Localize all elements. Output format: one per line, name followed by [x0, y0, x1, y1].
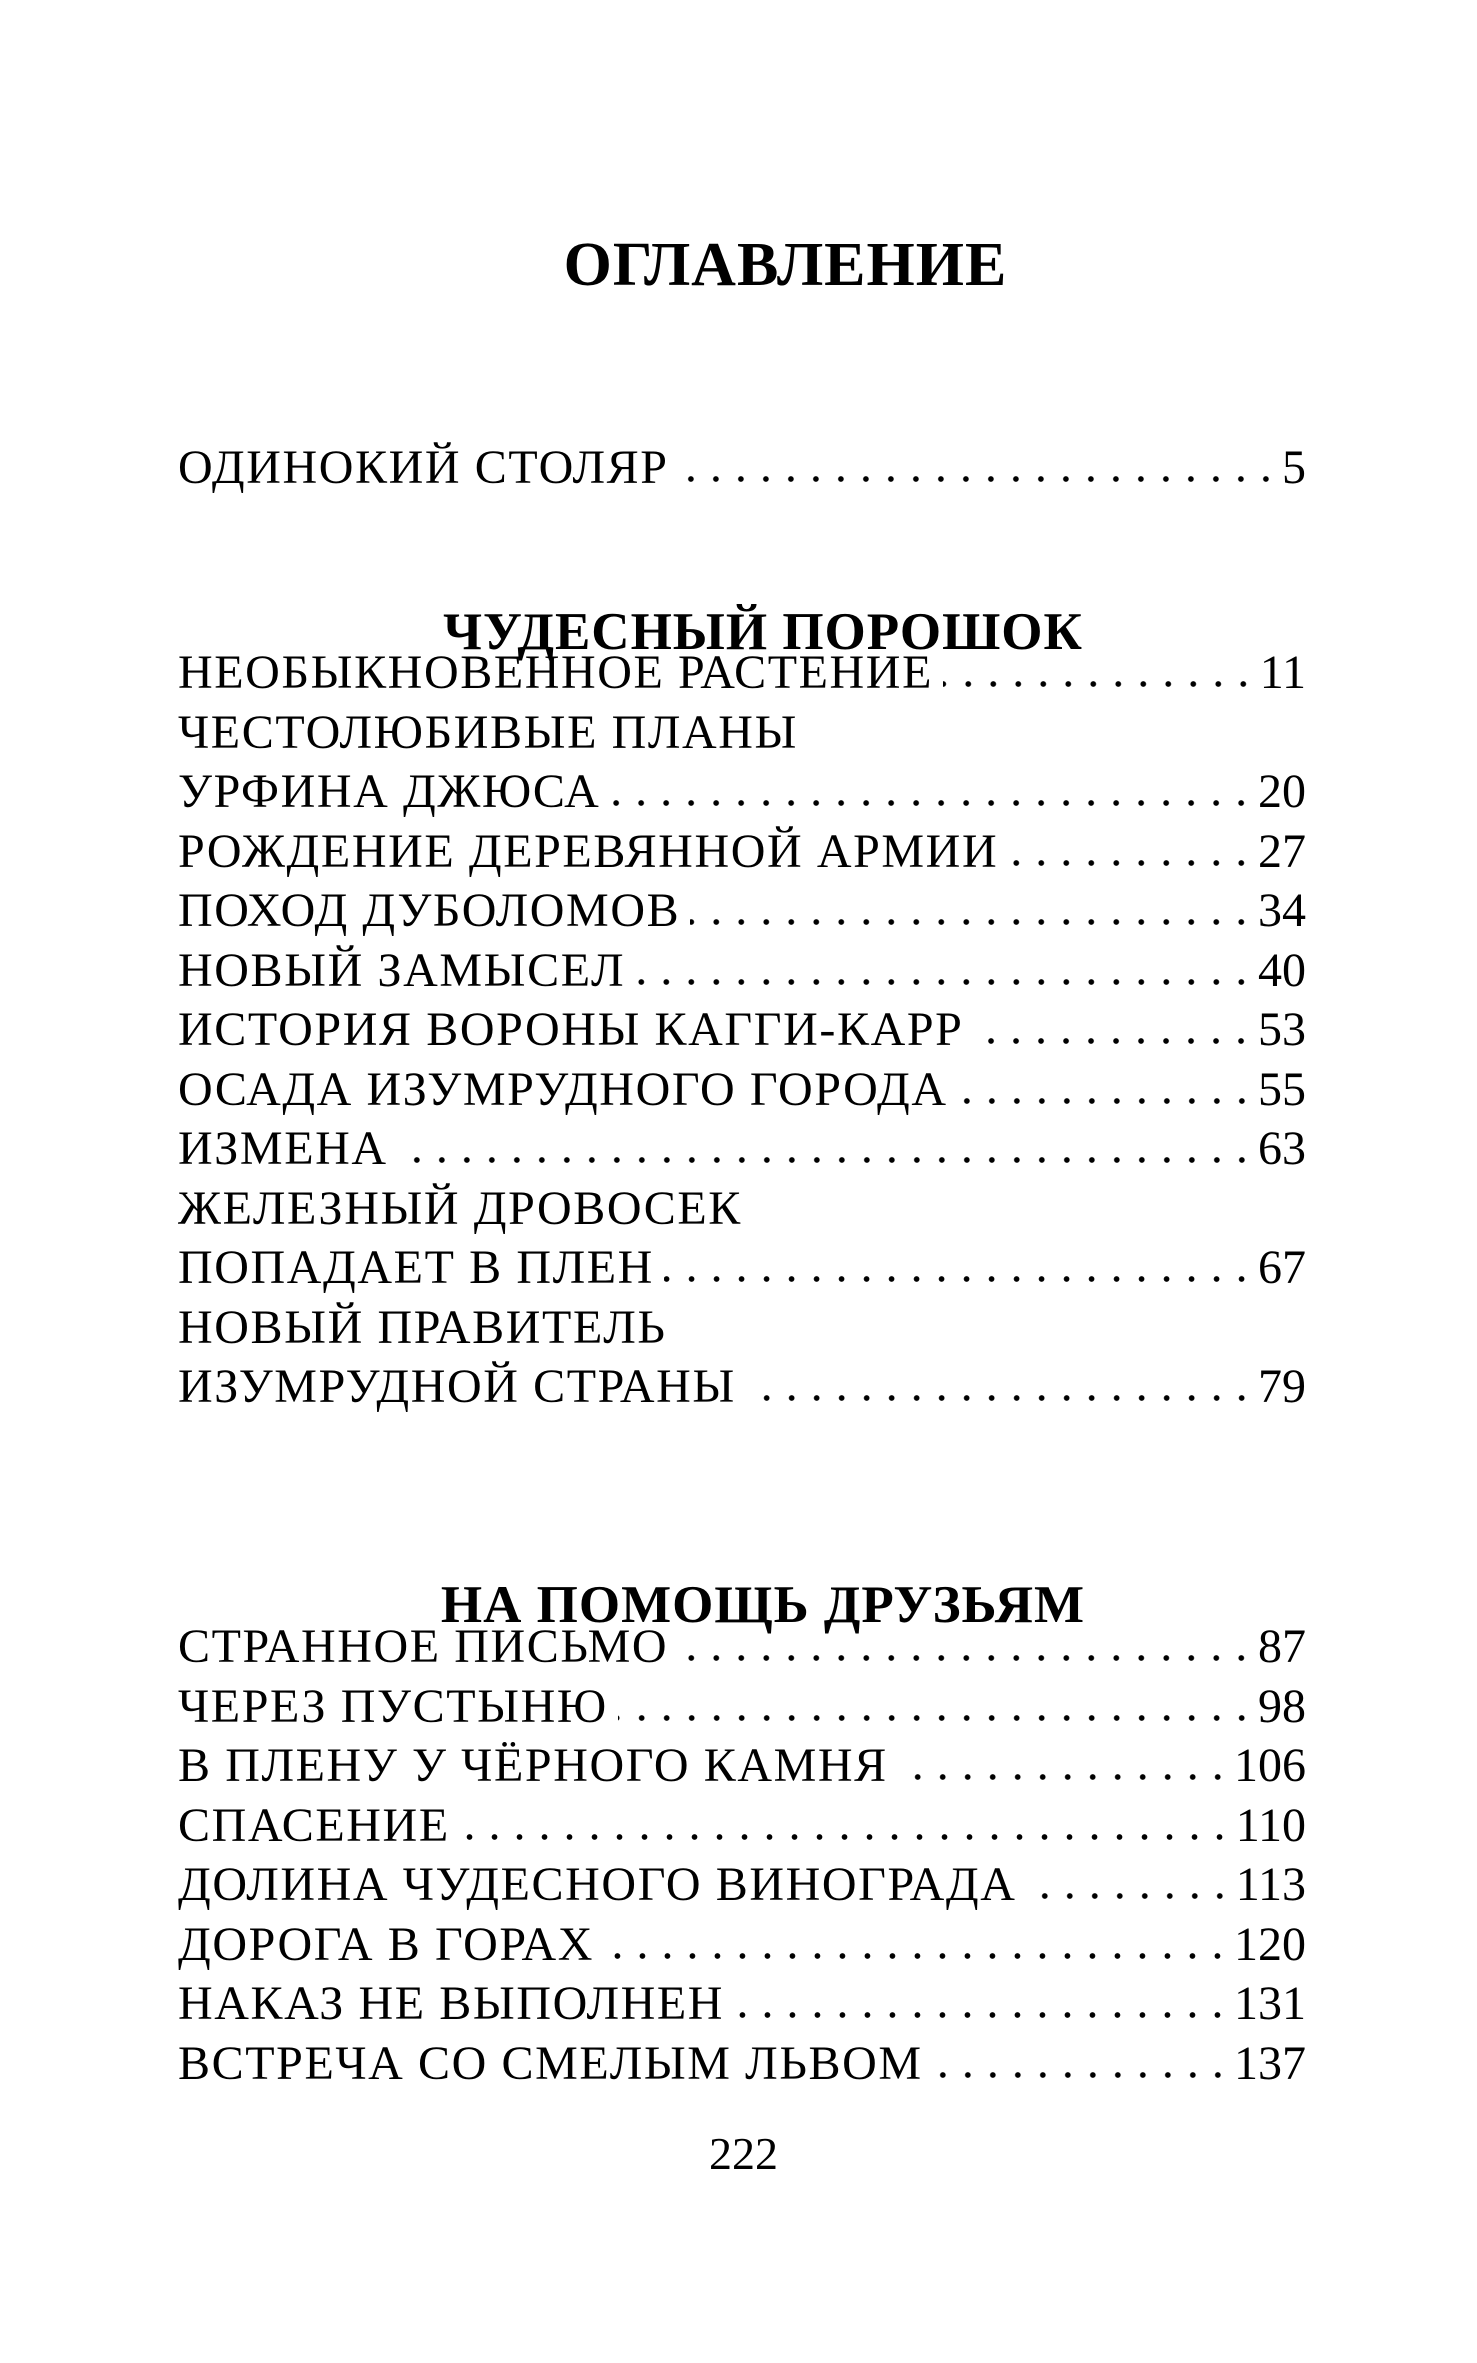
- toc-entry-title: НЕОБЫКНОВЕННОЕ РАСТЕНИЕ: [178, 646, 933, 699]
- toc-entry[interactable]: [178, 1736, 1306, 1796]
- dot-leader: [678, 1655, 1254, 1661]
- dot-leader: [635, 979, 1254, 985]
- toc-entry-page: 34: [1258, 884, 1306, 937]
- toc-entry-title: ДОЛИНА ЧУДЕСНОГО ВИНОГРАДА: [178, 1858, 1017, 1911]
- toc-section-2: [178, 1617, 1306, 2093]
- toc-entry-title: ЧЕРЕЗ ПУСТЫНЮ: [178, 1679, 608, 1733]
- toc-entry[interactable]: [178, 1974, 1306, 2034]
- section-heading-na-pomoshch-druzyam: НА ПОМОЩЬ ДРУЗЬЯМ: [440, 1575, 1086, 1634]
- dot-leader: [460, 1834, 1232, 1840]
- toc-entry-title: РОЖДЕНИЕ ДЕРЕВЯННОЙ АРМИИ: [178, 824, 999, 878]
- toc-entry-page: 106: [1234, 1739, 1306, 1792]
- toc-entry-page: 55: [1258, 1062, 1306, 1116]
- toc-entry[interactable]: [178, 1855, 1306, 1915]
- dot-leader: [679, 476, 1278, 482]
- dot-leader: [958, 1098, 1254, 1104]
- dot-leader: [690, 919, 1254, 925]
- toc-entry[interactable]: [178, 643, 1306, 703]
- dot-leader: [618, 1715, 1254, 1721]
- toc-entry-page: 67: [1258, 1241, 1306, 1294]
- toc-entry-title: ОДИНОКИЙ СТОЛЯР: [178, 441, 669, 494]
- toc-entry-title: УРФИНА ДЖЮСА: [178, 765, 601, 818]
- toc-entry-page: 137: [1234, 2036, 1306, 2090]
- toc-entry-title: ИЗМЕНА: [178, 1122, 388, 1175]
- toc-entry[interactable]: [178, 941, 1306, 1001]
- dot-leader: [610, 800, 1254, 806]
- dot-leader: [734, 2012, 1230, 2018]
- toc-entry[interactable]: [178, 1119, 1306, 1179]
- toc-entry[interactable]: [178, 1060, 1306, 1120]
- toc-entry[interactable]: [178, 1796, 1306, 1856]
- toc-entry-title: ИСТОРИЯ ВОРОНЫ КАГГИ-КАРР: [178, 1003, 964, 1056]
- dot-leader: [1008, 860, 1254, 866]
- toc-entry-title: ИЗУМРУДНОЙ СТРАНЫ: [178, 1360, 736, 1413]
- page-number: 222: [709, 2128, 778, 2179]
- dot-leader: [943, 681, 1256, 687]
- dot-leader: [1027, 1893, 1232, 1899]
- toc-entry-title: СПАСЕНИЕ: [178, 1798, 450, 1852]
- toc-entry-title: ЧЕСТОЛЮБИВЫЕ ПЛАНЫ: [178, 705, 799, 759]
- toc-entry[interactable]: [178, 1238, 1306, 1298]
- toc-entry[interactable]: [178, 1000, 1306, 1060]
- toc-entry-page: 79: [1258, 1360, 1306, 1413]
- toc-entry-page: 98: [1258, 1679, 1306, 1733]
- toc-entry-page: 120: [1234, 1917, 1306, 1971]
- dot-leader: [973, 1038, 1254, 1044]
- toc-entry[interactable]: [178, 1617, 1306, 1677]
- toc-intro: [178, 438, 1306, 498]
- toc-entry-title: ДОРОГА В ГОРАХ: [178, 1917, 595, 1971]
- toc-entry[interactable]: [178, 881, 1306, 941]
- toc-entry-title: ПОХОД ДУБОЛОМОВ: [178, 884, 681, 937]
- toc-entry-page: 5: [1282, 441, 1306, 494]
- dot-leader: [398, 1157, 1254, 1163]
- toc-entry-page: 113: [1235, 1858, 1306, 1911]
- toc-entry-page: 11: [1259, 646, 1306, 699]
- toc-entry[interactable]: [178, 438, 1306, 498]
- dot-leader: [898, 1774, 1230, 1780]
- toc-entry-continued[interactable]: [178, 1179, 1306, 1239]
- toc-entry-title: ЖЕЛЕЗНЫЙ ДРОВОСЕК: [178, 1181, 742, 1235]
- dot-leader: [746, 1395, 1254, 1401]
- toc-entry-title: ВСТРЕЧА СО СМЕЛЫМ ЛЬВОМ: [178, 2036, 923, 2090]
- toc-entry-page: 110: [1235, 1798, 1306, 1852]
- toc-entry[interactable]: [178, 2034, 1306, 2094]
- toc-entry-continued[interactable]: [178, 1298, 1306, 1358]
- toc-entry-title: НАКАЗ НЕ ВЫПОЛНЕН: [178, 1977, 725, 2030]
- toc-entry-page: 27: [1258, 824, 1306, 878]
- toc-entry[interactable]: [178, 1915, 1306, 1975]
- toc-entry[interactable]: [178, 1677, 1306, 1737]
- toc-section-1: [178, 643, 1306, 1417]
- toc-entry-page: 53: [1258, 1003, 1306, 1056]
- toc-entry-continued[interactable]: [178, 703, 1306, 763]
- page-title: ОГЛАВЛЕНИЕ: [563, 230, 1008, 299]
- toc-entry-page: 87: [1258, 1620, 1306, 1673]
- dot-leader: [933, 2072, 1230, 2078]
- toc-entry-title: НОВЫЙ ПРАВИТЕЛЬ: [178, 1300, 667, 1354]
- section-heading-chudesny-poroshok: ЧУДЕСНЫЙ ПОРОШОК: [443, 602, 1083, 661]
- toc-entry-title: ПОПАДАЕТ В ПЛЕН: [178, 1241, 654, 1294]
- toc-entry[interactable]: [178, 1357, 1306, 1417]
- dot-leader: [604, 1953, 1230, 1959]
- toc-entry-title: В ПЛЕНУ У ЧЁРНОГО КАМНЯ: [178, 1739, 888, 1792]
- toc-entry[interactable]: [178, 762, 1306, 822]
- toc-entry-title: ОСАДА ИЗУМРУДНОГО ГОРОДА: [178, 1062, 948, 1116]
- toc-entry-title: НОВЫЙ ЗАМЫСЕЛ: [178, 943, 626, 997]
- dot-leader: [664, 1276, 1254, 1282]
- toc-entry[interactable]: [178, 822, 1306, 882]
- toc-entry-title: СТРАННОЕ ПИСЬМО: [178, 1620, 669, 1673]
- toc-entry-page: 40: [1258, 943, 1306, 997]
- toc-entry-page: 131: [1234, 1977, 1306, 2030]
- toc-entry-page: 20: [1258, 765, 1306, 818]
- toc-entry-page: 63: [1258, 1122, 1306, 1175]
